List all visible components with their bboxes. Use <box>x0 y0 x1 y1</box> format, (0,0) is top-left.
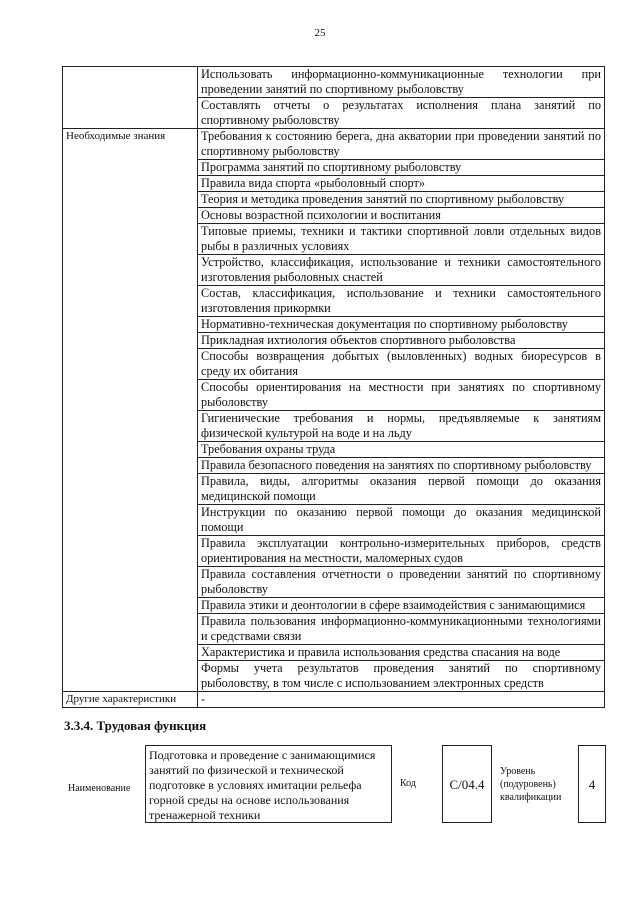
function-name-box: Подготовка и проведение с занимающимися занятий по физической и технической подготовке в условиях имитации рельефа горной среды на основе использования тренажерной техники <box>145 745 392 823</box>
row-group-label <box>63 67 198 129</box>
code-value-box: C/04.4 <box>442 745 492 823</box>
table-item: Требования охраны труда <box>198 442 605 458</box>
row-group-label: Другие характеристики <box>63 692 198 708</box>
table-item: Правила этики и деонтологии в сфере взаимодействия с занимающимися <box>198 598 605 614</box>
table-item: Составлять отчеты о результатах исполнения плана занятий по спортивному рыболовству <box>198 98 605 129</box>
table-item: Правила безопасного поведения на занятиях по спортивному рыболовству <box>198 458 605 474</box>
table-item: Правила, виды, алгоритмы оказания первой помощи до оказания медицинской помощи <box>198 474 605 505</box>
table-item: Программа занятий по спортивному рыболовству <box>198 160 605 176</box>
table-item: Прикладная ихтиология объектов спортивного рыболовства <box>198 333 605 349</box>
table-item: Нормативно-техническая документация по спортивному рыболовству <box>198 317 605 333</box>
table-item: Типовые приемы, техники и тактики спортивной ловли отдельных видов рыбы в различных условиях <box>198 224 605 255</box>
table-item: Формы учета результатов проведения занятий по спортивному рыболовству, в том числе с использованием электронных средств <box>198 661 605 692</box>
table-item: Инструкции по оказанию первой помощи до оказания медицинской помощи <box>198 505 605 536</box>
requirements-table <box>62 66 605 708</box>
table-item: Гигиенические требования и нормы, предъявляемые к занятиям физической культурой на воде и на льду <box>198 411 605 442</box>
table-row <box>63 129 605 160</box>
table-item: Характеристика и правила использования средства спасания на воде <box>198 645 605 661</box>
requirements-table-body <box>63 67 605 708</box>
table-row <box>63 692 605 708</box>
table-item: Правила вида спорта «рыболовный спорт» <box>198 176 605 192</box>
table-item: Состав, классификация, использование и техники самостоятельного изготовления прикормки <box>198 286 605 317</box>
table-item: Основы возрастной психологии и воспитания <box>198 208 605 224</box>
table-item: Правила составления отчетности о проведении занятий по спортивному рыболовству <box>198 567 605 598</box>
table-item: Правила эксплуатации контрольно-измерительных приборов, средств ориентирования на местности, маломерных судов <box>198 536 605 567</box>
table-item: Способы возвращения добытых (выловленных) водных биоресурсов в среду их обитания <box>198 349 605 380</box>
table-item: Правила пользования информационно-коммуникационными технологиями и средствами связи <box>198 614 605 645</box>
level-value-box: 4 <box>578 745 606 823</box>
table-item: Требования к состоянию берега, дна акватории при проведении занятий по спортивному рыболовству <box>198 129 605 160</box>
table-item: Способы ориентирования на местности при занятиях по спортивному рыболовству <box>198 380 605 411</box>
section-heading: 3.3.4. Трудовая функция <box>64 718 207 733</box>
table-item: Теория и методика проведения занятий по спортивному рыболовству <box>198 192 605 208</box>
name-label: Наименование <box>68 783 131 794</box>
table-item: Устройство, классификация, использование и техники самостоятельного изготовления рыболовных снастей <box>198 255 605 286</box>
table-item: Использовать информационно-коммуникационные технологии при проведении занятий по спортивному рыболовству <box>198 67 605 98</box>
code-label: Код <box>400 778 416 789</box>
table-item: - <box>198 692 605 708</box>
level-label: Уровень (подуровень) квалификации <box>500 766 562 803</box>
page-number: 25 <box>314 27 326 39</box>
table-row <box>63 67 605 98</box>
row-group-label: Необходимые знания <box>63 129 198 692</box>
